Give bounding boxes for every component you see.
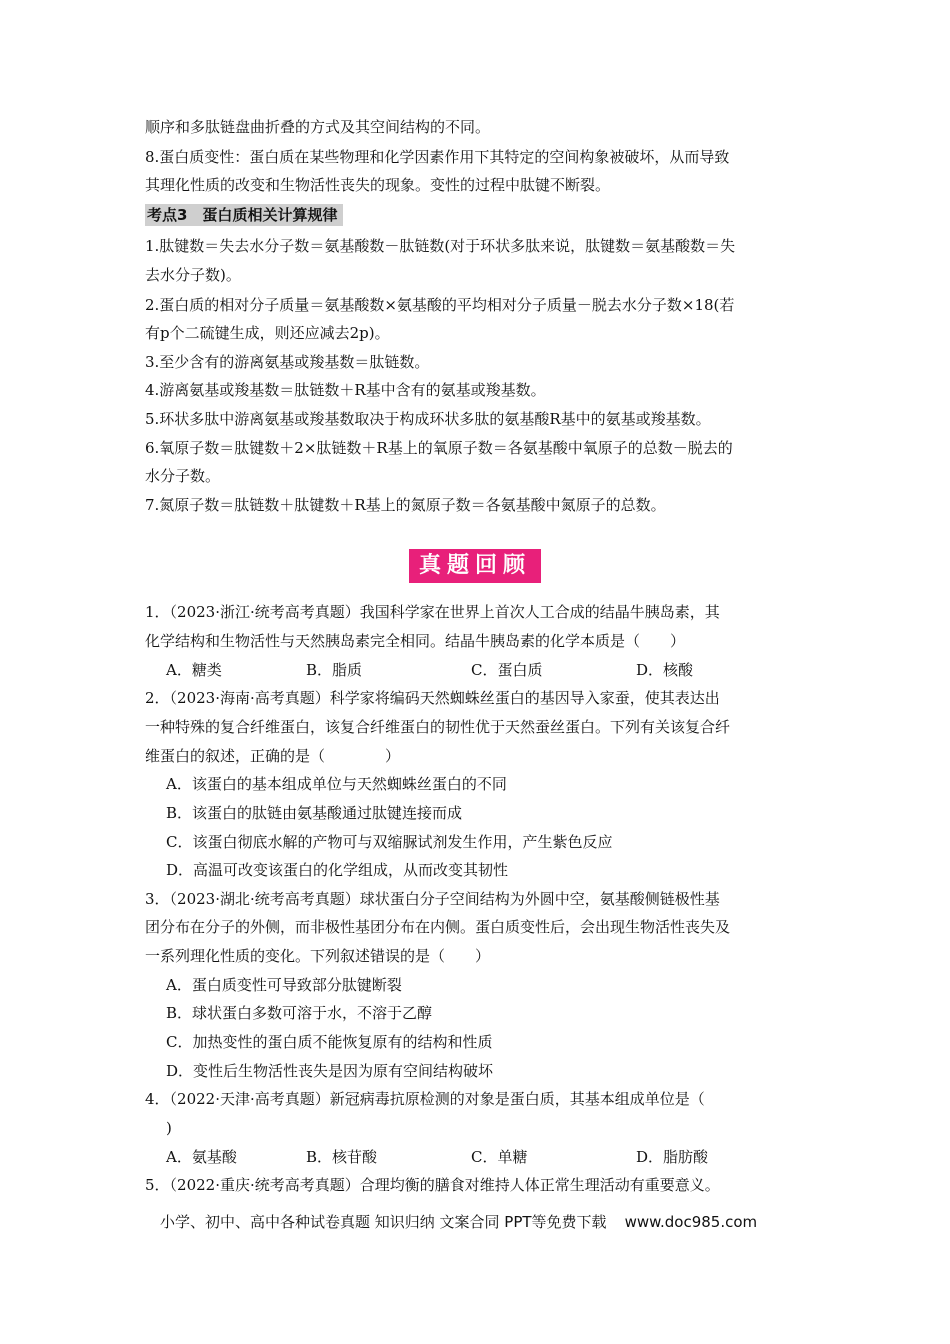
option: B．脂质 (306, 661, 363, 679)
rule-line: 1.肽键数＝失去水分子数＝氨基酸数－肽链数(对于环状多肽来说，肽键数＝氨基酸数＝失 (145, 237, 736, 255)
option: A．糖类 (166, 661, 222, 679)
option: B．该蛋白的肽链由氨基酸通过肽键连接而成 (166, 804, 463, 822)
question-line: 4．（2022·天津·高考真题）新冠病毒抗原检测的对象是蛋白质，其基本组成单位是（ (145, 1090, 705, 1108)
section-banner: 真题回顾 (409, 549, 541, 583)
q4-options (166, 1147, 708, 1167)
option: D．脂肪酸 (636, 1148, 709, 1166)
footer (160, 1211, 757, 1232)
option: C．该蛋白彻底水解的产物可与双缩脲试剂发生作用，产生紫色反应 (166, 833, 613, 851)
option: C．加热变性的蛋白质不能恢复原有的结构和性质 (166, 1033, 493, 1051)
option: C．单糖 (471, 1148, 528, 1166)
question-line: ) (166, 1119, 172, 1137)
text-line: 其理化性质的改变和生物活性丧失的现象。变性的过程中肽键不断裂。 (145, 176, 611, 194)
question-line: 一系列理化性质的变化。下列叙述错误的是（ ） (145, 947, 491, 965)
question-line: 2．（2023·海南·高考真题）科学家将编码天然蜘蛛丝蛋白的基因导入家蚕，使其表达出 (145, 689, 720, 707)
rule-line: 有p个二硫键生成，则还应减去2p)。 (145, 324, 390, 342)
option: B．核苷酸 (306, 1148, 378, 1166)
q1-options (166, 660, 693, 680)
footer-text: 小学、初中、高中各种试卷真题 知识归纳 文案合同 PPT等免费下载 (160, 1213, 607, 1231)
option: A．蛋白质变性可导致部分肽键断裂 (166, 976, 402, 994)
rule-line: 2.蛋白质的相对分子质量＝氨基酸数×氨基酸的平均相对分子质量－脱去水分子数×18(若 (145, 296, 735, 314)
text-line: 顺序和多肽链盘曲折叠的方式及其空间结构的不同。 (145, 118, 491, 136)
option: D．变性后生物活性丧失是因为原有空间结构破坏 (166, 1062, 494, 1080)
rule-line: 4.游离氨基或羧基数＝肽链数＋R基中含有的氨基或羧基数。 (145, 381, 546, 399)
rule-line: 3.至少含有的游离氨基或羧基数＝肽链数。 (145, 353, 430, 371)
option: D．高温可改变该蛋白的化学组成，从而改变其韧性 (166, 861, 509, 879)
question-line: 维蛋白的叙述，正确的是（ ） (145, 747, 401, 765)
rule-line: 去水分子数)。 (145, 266, 241, 284)
rule-line: 7.氮原子数＝肽链数＋肽键数＋R基上的氮原子数＝各氨基酸中氮原子的总数。 (145, 496, 666, 514)
question-line: 3．（2023·湖北·统考高考真题）球状蛋白分子空间结构为外圆中空，氨基酸侧链极性基 (145, 890, 720, 908)
option: A．该蛋白的基本组成单位与天然蜘蛛丝蛋白的不同 (166, 775, 507, 793)
question-line: 5．（2022·重庆·统考高考真题）合理均衡的膳食对维持人体正常生理活动有重要意义。 (145, 1176, 720, 1194)
text-line: 8.蛋白质变性：蛋白质在某些物理和化学因素作用下其特定的空间构象被破坏，从而导致 (145, 148, 730, 166)
question-line: 化学结构和生物活性与天然胰岛素完全相同。结晶牛胰岛素的化学本质是（ ） (145, 632, 686, 650)
question-line: 团分布在分子的外侧，而非极性基团分布在内侧。蛋白质变性后，会出现生物活性丧失及 (145, 918, 731, 936)
rule-line: 6.氧原子数＝肽键数＋2×肽链数＋R基上的氧原子数＝各氨基酸中氧原子的总数－脱去的 (145, 439, 733, 457)
option: D．核酸 (636, 661, 694, 679)
option: C．蛋白质 (471, 661, 543, 679)
option: A．氨基酸 (166, 1148, 237, 1166)
option: B．球状蛋白多数可溶于水，不溶于乙醇 (166, 1004, 433, 1022)
question-line: 一种特殊的复合纤维蛋白，该复合纤维蛋白的韧性优于天然蚕丝蛋白。下列有关该复合纤 (145, 718, 731, 736)
footer-url[interactable]: www.doc985.com (624, 1213, 758, 1231)
section-title: 考点3 蛋白质相关计算规律 (145, 204, 343, 226)
question-line: 1．（2023·浙江·统考高考真题）我国科学家在世界上首次人工合成的结晶牛胰岛素，其 (145, 603, 720, 621)
rule-line: 水分子数。 (145, 467, 221, 485)
rule-line: 5.环状多肽中游离氨基或羧基数取决于构成环状多肽的氨基酸R基中的氨基或羧基数。 (145, 410, 711, 428)
